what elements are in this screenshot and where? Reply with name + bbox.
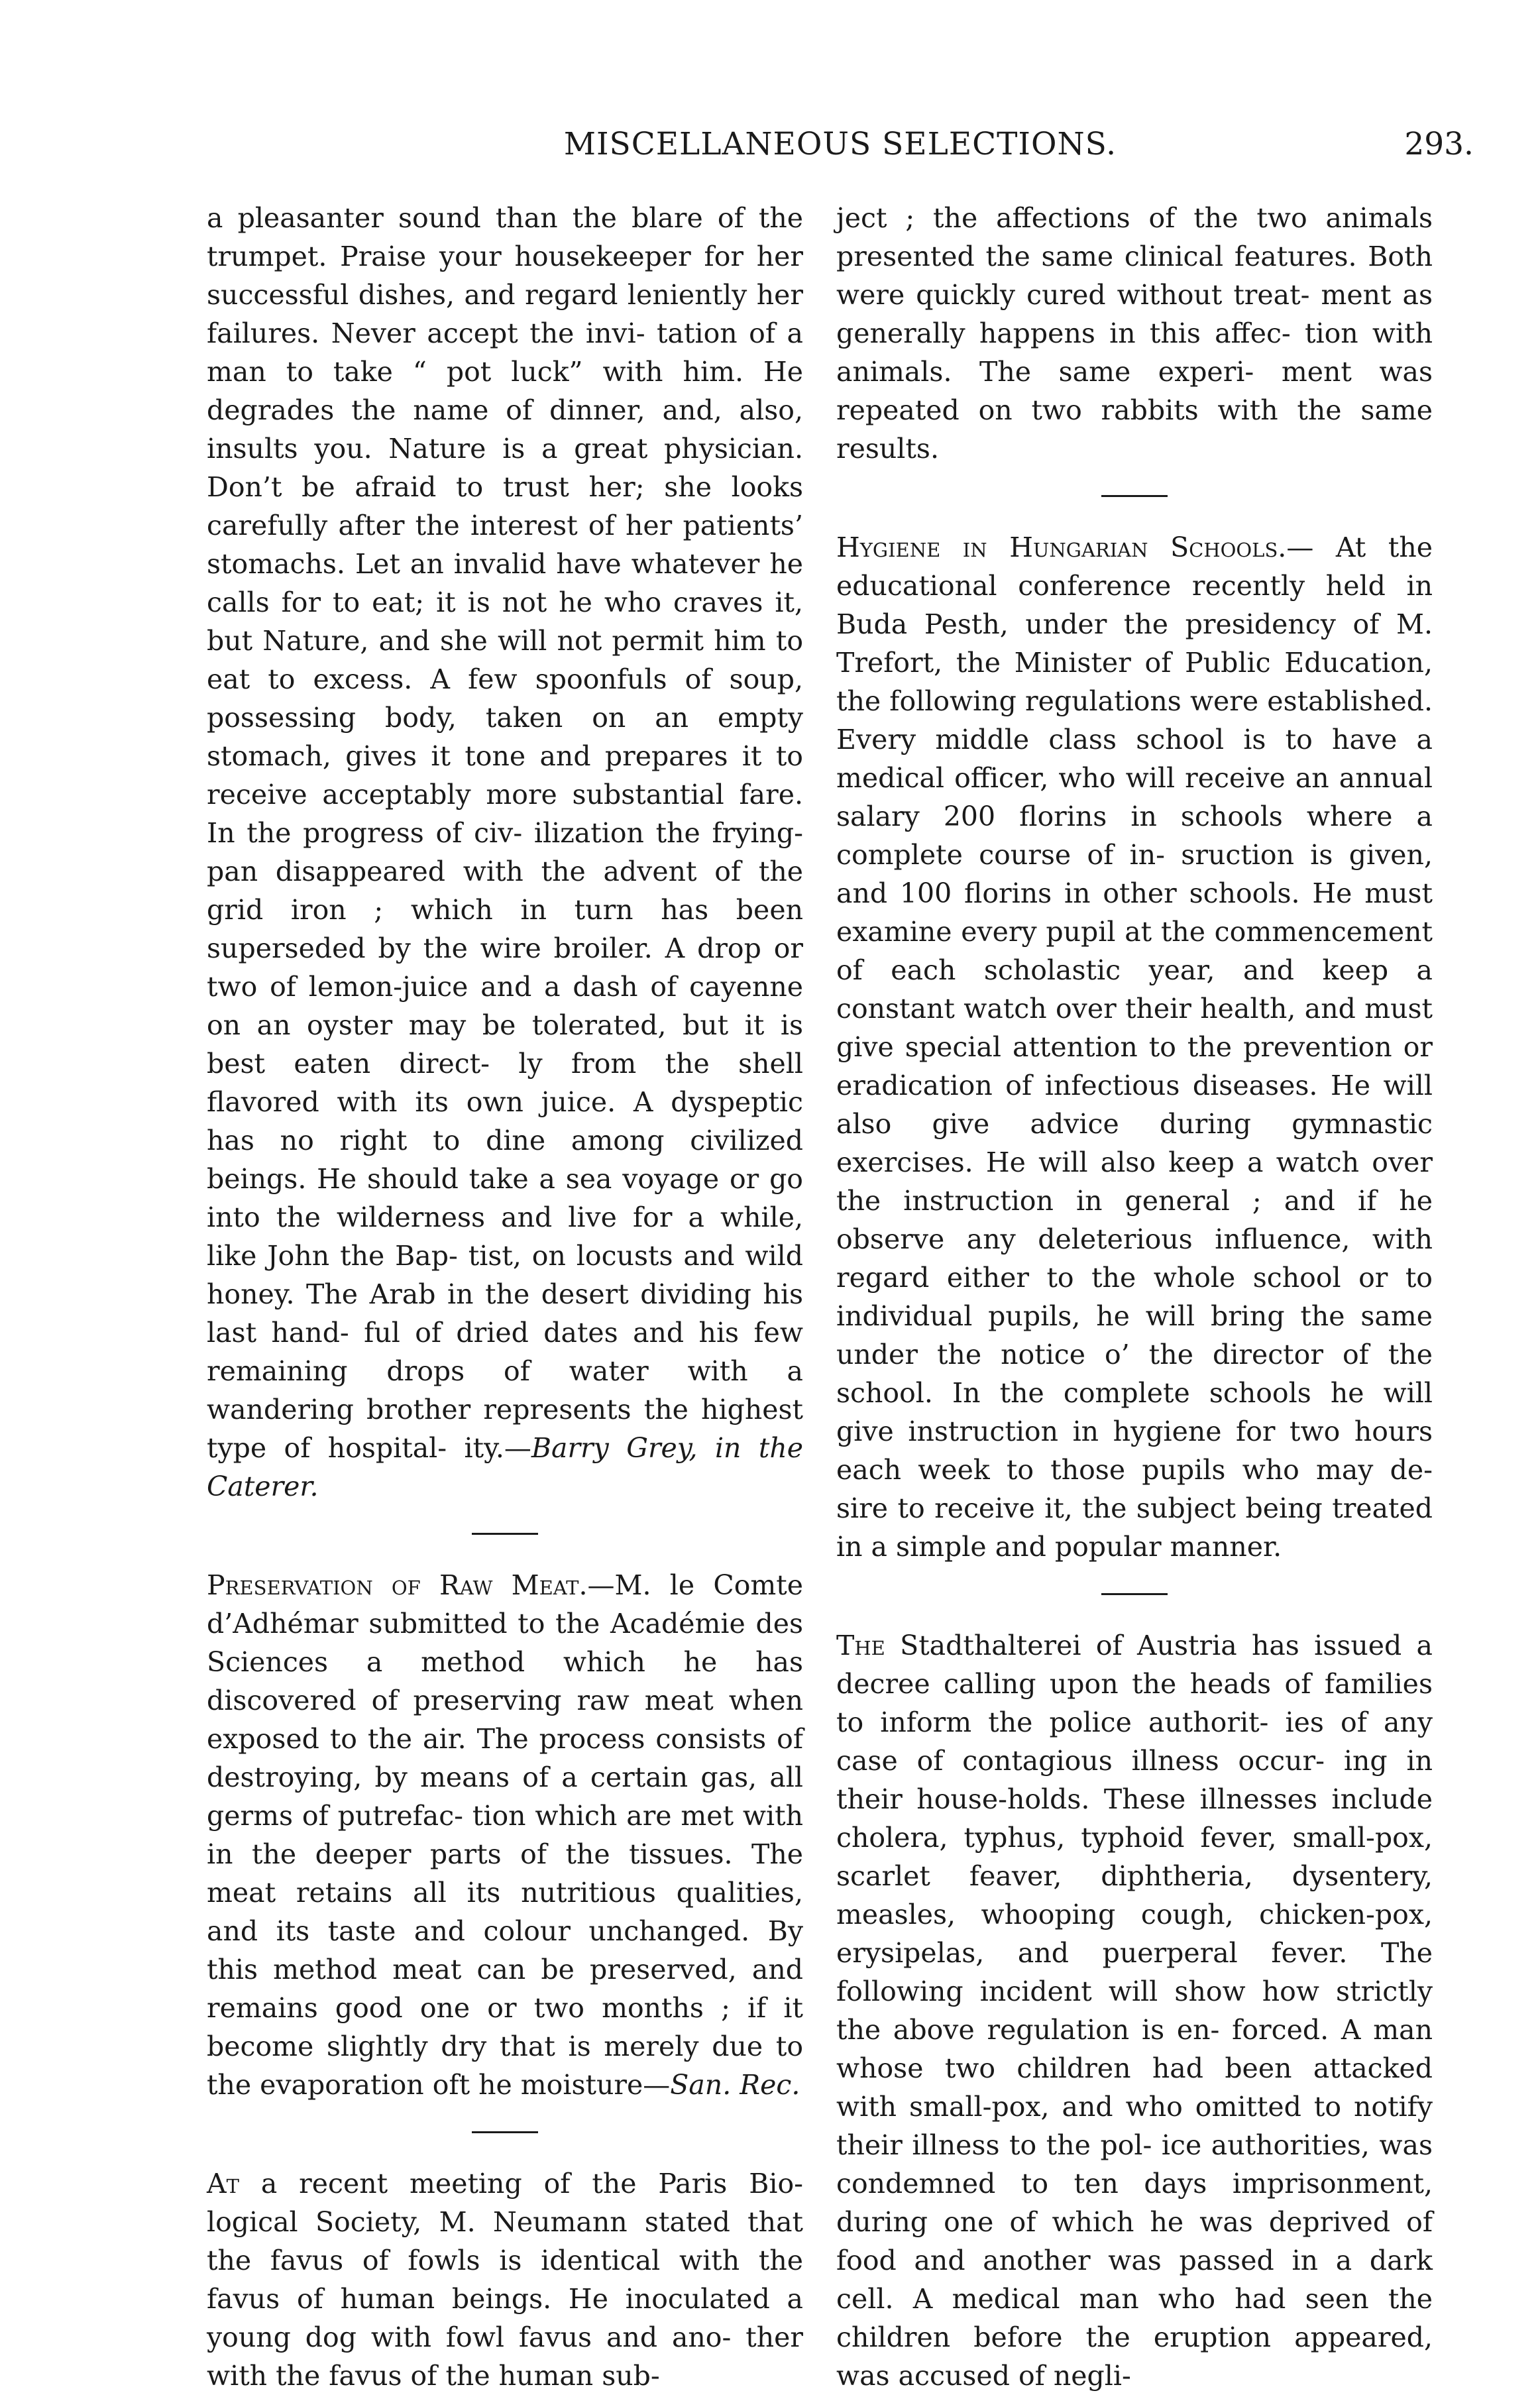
section-divider	[1101, 495, 1168, 497]
article-heading: Preservation of Raw Meat.	[207, 1569, 588, 1601]
article-hygiene-hungarian-schools	[836, 528, 1433, 1566]
running-title: MISCELLANEOUS SELECTIONS.	[563, 126, 1117, 162]
article-paragraph	[836, 528, 1433, 1566]
article-text: a pleasanter sound than the blare of the trumpet. Praise your housekeeper for her successful dishes, and regard leniently her failures. Never accept the invi- tation of a man to take “ pot luck” with him. He degrades the name of dinner, and, also, insults you. Nature is a great physician. Don’t be afraid to trust her; she looks carefully after the interest of her patients’ stomachs. Let an invalid have whatever he calls for to eat; it is not he who craves it, but Nature, and she will not permit him to eat to excess. A few spoonfuls of soup, possessing body, taken on an empty stomach, gives it tone and prepares it to receive acceptably more substantial fare. In the progress of civ- ilization the frying-pan disappeared with the advent of the grid iron ; which in turn has been superseded by the wire broiler. A drop or two of lemon-juice and a dash of cayenne on an oyster may be tolerated, but it is best eaten direct- ly from the shell flavored with its own juice. A dyspeptic has no right to dine among civilized beings. He should take a sea voyage or go into the wilderness and live for a while, like John the Bap- tist, on locusts and wild honey. The Arab in the desert dividing his last hand- ful of dried dates and his few remaining drops of water with a wandering brother represents the highest type of hospital- ity.—	[207, 202, 803, 1464]
article-lead-word: The	[836, 1630, 885, 1661]
article-text: — At the educational conference recently held in Buda Pesth, under the presidency of M. Trefort, the Minister of Public Education, the following regulations were established. Every middle class school is to have a medical officer, who will receive an annual salary 200 florins in schools where a complete course of in- sruction is given, and 100 florins in other schools. He must examine every pupil at the commencement of each scholastic year, and keep a constant watch over their health, and must give special attention to the prevention or eradication of infectious diseases. He will also give advice during gymnastic exercises. He will also keep a watch over the instruction in general ; and if he observe any deleterious influence, with regard either to the whole school or to individual pupils, he will bring the same under the notice o’ the director of the school. In the complete schools he will give instruction in hygiene for two hours each week to those pupils who may de- sire to receive it, the subject being treated in a simple and popular manner.	[836, 531, 1433, 1563]
article-favus	[207, 2164, 803, 2395]
section-divider	[472, 1533, 538, 1535]
article-heading: Hygiene in Hungarian Schools.	[836, 531, 1287, 563]
article-paragraph	[207, 2164, 803, 2395]
left-column	[207, 199, 803, 2395]
section-divider	[472, 2131, 538, 2133]
article-austria-decree	[836, 1626, 1433, 2395]
article-attribution: San. Rec.	[670, 2069, 800, 2101]
article-paragraph	[836, 1626, 1433, 2395]
article-text: a recent meeting of the Paris Bio- logical Society, M. Neumann stated that the favus of fowls is identical with the favus of human beings. He inoculated a young dog with fowl favus and ano- ther with the favus of the human sub-	[207, 2168, 803, 2392]
article-raw-meat	[207, 1566, 803, 2104]
right-column	[836, 199, 1433, 2395]
article-favus-continued	[836, 199, 1433, 468]
running-head	[207, 126, 1474, 166]
page-number: 293.	[1404, 126, 1474, 162]
article-text: —M. le Comte d’Adhémar submitted to the Académie des Sciences a method which he has discovered of preserving raw meat when exposed to the air. The process consists of destroying, by means of a certain gas, all germs of putrefac- tion which are met with in the deeper parts of the tissues. The meat retains all its nutritious qualities, and its taste and colour unchanged. By this method meat can be preserved, and remains good one or two months ; if it become slightly dry that is merely due to the evaporation oft he moisture—	[207, 1569, 803, 2101]
article-paragraph	[836, 199, 1433, 468]
article-paragraph	[207, 199, 803, 1506]
article-paragraph	[207, 1566, 803, 2104]
article-text: Stadthalterei of Austria has issued a decree calling upon the heads of families to inform the police authorit- ies of any case of contagious illness occur- ing in their house-holds. These illnesses include cholera, typhus, typhoid fever, small-pox, scarlet feaver, diphtheria, dysentery, measles, whooping cough, chicken-pox, erysipelas, and puerperal fever. The following incident will show how strictly the above regulation is en- forced. A man whose two children had been attacked with small-pox, and who omitted to notify their illness to the pol- ice authorities, was condemned to ten days imprisonment, during one of which he was deprived of food and another was passed in a dark cell. A medical man who had seen the children before the eruption appeared, was accused of negli-	[836, 1630, 1433, 2392]
article-lead-word: At	[207, 2168, 239, 2200]
article-dining-continued	[207, 199, 803, 1506]
section-divider	[1101, 1593, 1168, 1595]
article-text: ject ; the affections of the two animals presented the same clinical features. Both were quickly cured without treat- ment as generally happens in this affec- tion with animals. The same experi- ment was repeated on two rabbits with the same results.	[836, 202, 1433, 465]
article-attribution: Barry Grey, in the Caterer.	[207, 1432, 803, 1502]
